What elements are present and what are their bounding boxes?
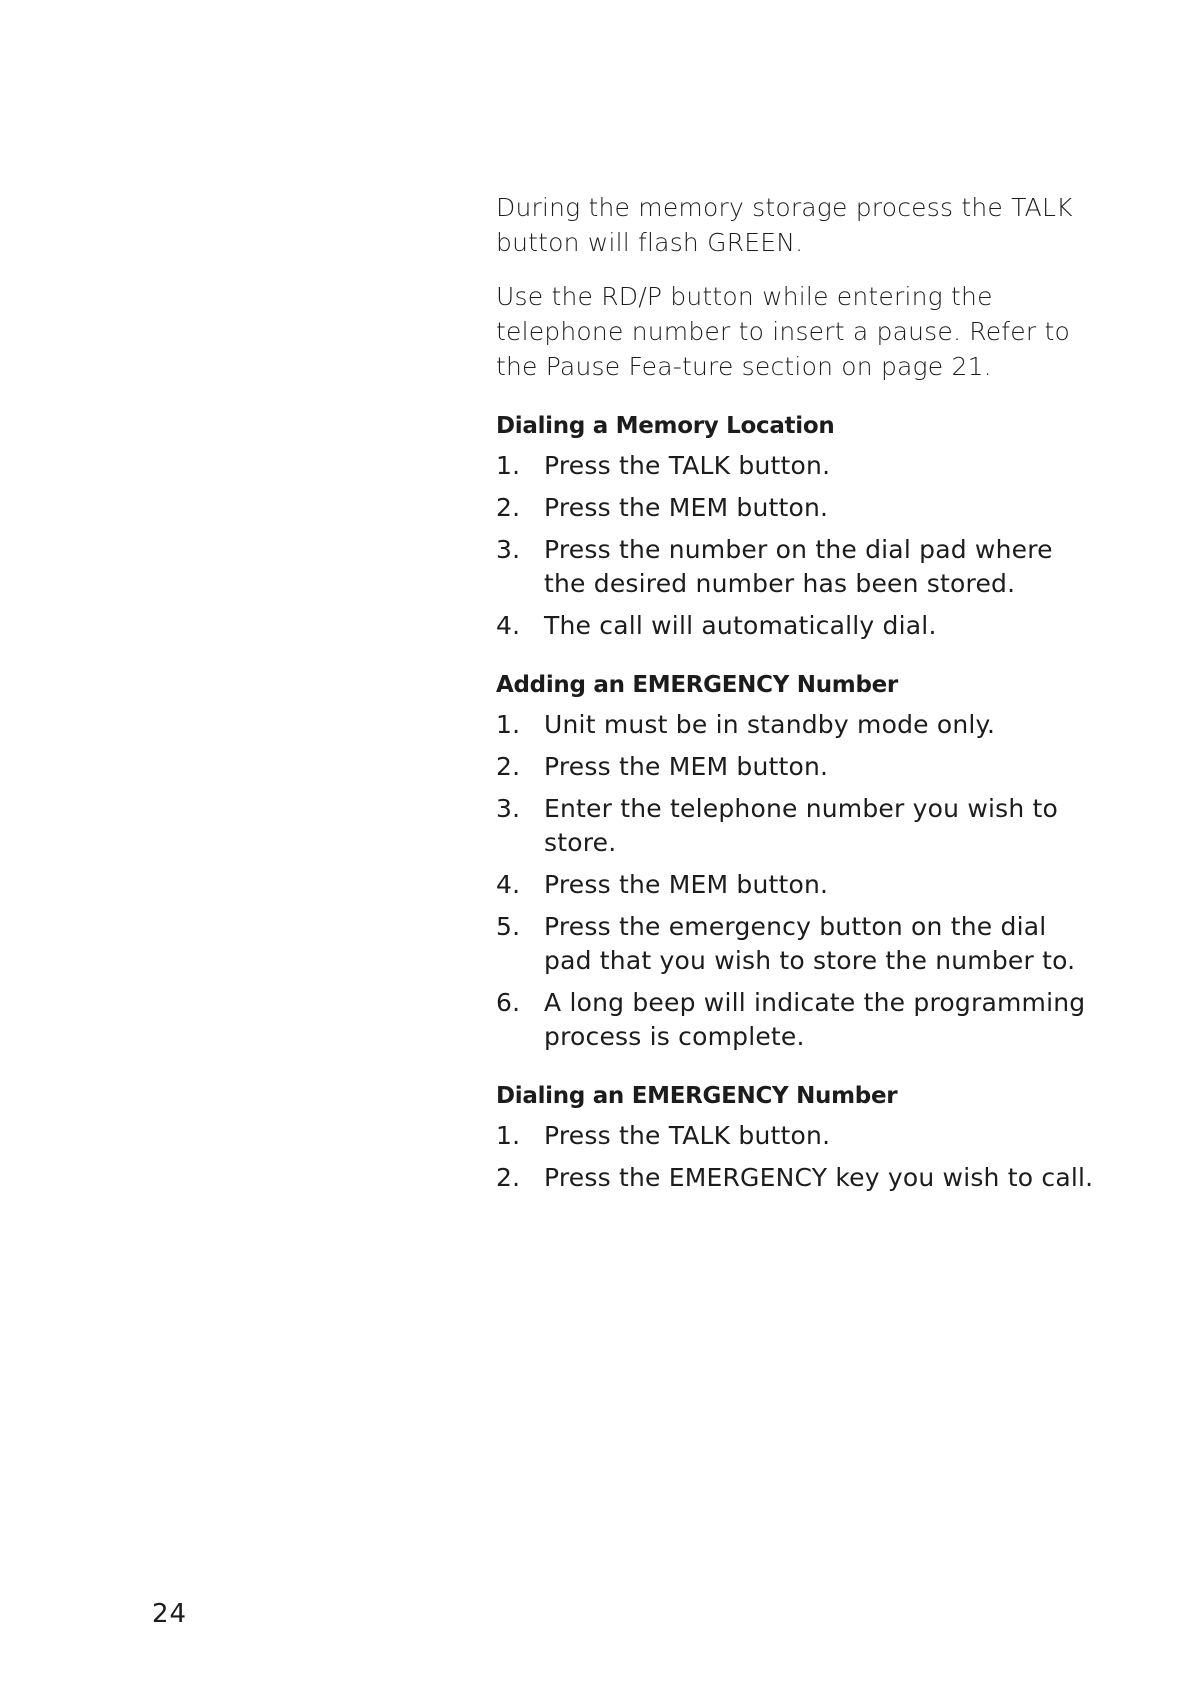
- list-item: [496, 491, 1096, 525]
- steps-adding-emergency: [496, 708, 1096, 1054]
- page-content: [496, 190, 1096, 1203]
- intro-paragraph-pause: Use the RD/P button while entering the telephone number to insert a pause. Refer to the Pause Fea-ture section on page 21.: [496, 282, 1071, 381]
- list-item: [496, 792, 1096, 860]
- step-number: 2.: [496, 752, 521, 781]
- step-text: The call will automatically dial.: [544, 611, 937, 640]
- step-number: 1.: [496, 451, 521, 480]
- section-heading-adding-emergency: Adding an EMERGENCY Number: [496, 672, 898, 698]
- step-text: Press the MEM button.: [544, 493, 829, 522]
- step-number: 6.: [496, 988, 521, 1017]
- step-number: 5.: [496, 912, 521, 941]
- list-item: [496, 910, 1096, 978]
- step-text: Press the number on the dial pad where the desired number has been stored.: [544, 535, 1053, 598]
- section-heading-dialing-emergency: Dialing an EMERGENCY Number: [496, 1083, 898, 1109]
- steps-dialing-memory: [496, 449, 1096, 643]
- step-number: 1.: [496, 1121, 521, 1150]
- list-item: [496, 986, 1096, 1054]
- list-item: [496, 868, 1096, 902]
- step-number: 2.: [496, 493, 521, 522]
- list-item: [496, 449, 1096, 483]
- section-heading-dialing-memory: Dialing a Memory Location: [496, 413, 835, 439]
- step-text: Unit must be in standby mode only.: [544, 710, 996, 739]
- step-text: Press the MEM button.: [544, 752, 829, 781]
- step-text: Enter the telephone number you wish to store.: [544, 794, 1059, 857]
- step-number: 2.: [496, 1163, 521, 1192]
- step-text: Press the MEM button.: [544, 870, 829, 899]
- list-item: [496, 1161, 1096, 1195]
- step-number: 4.: [496, 611, 521, 640]
- list-item: [496, 609, 1096, 643]
- step-text: Press the EMERGENCY key you wish to call.: [544, 1163, 1094, 1192]
- list-item: [496, 750, 1096, 784]
- page-number: 24: [152, 1599, 188, 1629]
- step-text: A long beep will indicate the programming process is complete.: [544, 988, 1086, 1051]
- list-item: [496, 1119, 1096, 1153]
- list-item: [496, 708, 1096, 742]
- step-text: Press the TALK button.: [544, 451, 831, 480]
- step-number: 3.: [496, 794, 521, 823]
- step-text: Press the TALK button.: [544, 1121, 831, 1150]
- step-number: 3.: [496, 535, 521, 564]
- step-number: 1.: [496, 710, 521, 739]
- step-number: 4.: [496, 870, 521, 899]
- step-text: Press the emergency button on the dial pad that you wish to store the number to.: [544, 912, 1076, 975]
- steps-dialing-emergency: [496, 1119, 1096, 1195]
- intro-paragraph-flash: During the memory storage process the TALK button will flash GREEN.: [496, 193, 1073, 257]
- list-item: [496, 533, 1096, 601]
